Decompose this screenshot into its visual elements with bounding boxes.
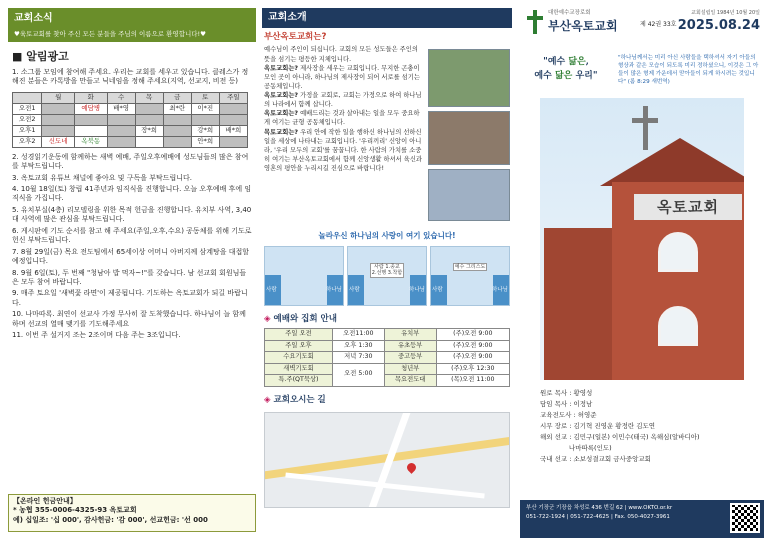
congregation-photo [428, 49, 510, 107]
service-name: 주일 오전 [265, 329, 333, 341]
staff-line: 나마따록(인도) [540, 444, 612, 453]
duty-cell [75, 125, 108, 136]
cover-column [520, 8, 764, 538]
service-name: 청년부 [384, 363, 436, 375]
bridge-illustration-title: 놀라우신 하나님의 사랑이 여기 있습니다! [318, 231, 456, 241]
duty-cell: 옥북동 [75, 136, 108, 147]
service-time: (주)오전 9:00 [436, 352, 509, 364]
issue-number: 제 42권 33호 [640, 21, 677, 28]
service-name: 특.주(QT묵상) [265, 375, 333, 387]
duty-cell [219, 103, 247, 114]
duty-header-cell: 수 [107, 92, 135, 103]
notice-item: 7. 8월 29일(금) 목요 전도팀에서 65세이상 어머니 아버지께 삼계탕을 대접할 예정입니다. [12, 247, 250, 266]
bridge-left-label: 사람 [266, 287, 277, 294]
church-sign: 옥토교회 [634, 194, 742, 220]
staff-line: 시무 장로 : 김기혁 진영운 황정란 김도연 [540, 422, 656, 431]
church-intro-header: 교회소개 [262, 8, 512, 28]
table-row [13, 125, 248, 136]
table-row [265, 375, 510, 387]
table-row [265, 363, 510, 375]
worship-schedule-table [264, 328, 510, 387]
duty-cell: 강*희 [191, 125, 219, 136]
bridge-panel [430, 246, 510, 306]
service-name: 유초등부 [384, 340, 436, 352]
table-row [13, 136, 248, 147]
duty-cell [42, 114, 75, 125]
denomination-label: 대한예수교장로회 [548, 10, 591, 16]
duty-header-cell: 화 [75, 92, 108, 103]
fellowship-photo [428, 111, 510, 165]
duty-cell [107, 114, 135, 125]
staff-line: 해외 선교 : 김민구(일본) 이민수(태국) 옥해심(알바디아) [540, 433, 700, 442]
church-motto: "예수 닮은, 예수 닮은 우리" [534, 57, 598, 82]
notice-item: 8. 9월 6일(토), 두 번째 "청남아 밥 먹자~!"를 갖습니다. 남 선교회 회원님들은 모두 참여 바랍니다. [12, 268, 247, 286]
intro-block [262, 45, 512, 225]
duty-header-cell [13, 92, 42, 103]
bridge-middle-label: 예수 그리스도 [454, 263, 486, 270]
qr-code-icon[interactable] [730, 503, 760, 533]
intro-paragraph: 예수님이 주인이 되십니다. 교회의 모든 성도들은 주인의 뜻을 섬기는 평등한 지체입니다. [264, 46, 418, 63]
bridge-right-label: 하나님 [409, 287, 425, 294]
table-row [265, 340, 510, 352]
founding-date: 교회설립일 1984년 10월 20일 [691, 10, 760, 16]
service-name: 주일 오후 [265, 340, 333, 352]
contact-footer [520, 500, 764, 538]
notice-item: 1. 소그룹 모임에 참여해 주세요. 우리는 교회를 세우고 있습니다. 클레스가 정해진 분들은 카톡방을 만들고 닉네임을 정해 주세요(지역, 선교지, 비전 등) [12, 67, 249, 86]
service-name: 수요기도회 [265, 352, 333, 364]
notice-item: 2. 성경읽기운동에 함께하는 새벽 예배, 주일오후예배에 성도님들의 많은 참여를 부탁드립니다. [12, 152, 249, 171]
bridge-illustration [264, 246, 510, 306]
duty-cell: 신도네 [42, 136, 75, 147]
offering-account: * 농협 355-0006-4325-93 옥토교회 [13, 506, 137, 515]
duty-cell: 안*희 [191, 136, 219, 147]
table-row [265, 329, 510, 341]
duty-header-cell: 월 [42, 92, 75, 103]
online-offering-box [8, 494, 256, 532]
notice-item: 5. 유치부실(4층) 리모델링을 위한 목적 헌금을 진행합니다. 유치부 사역, 3,40대 사역에 많은 관심을 부탁드립니다. [12, 205, 252, 224]
table-row [13, 103, 248, 114]
service-name: 목요전도대 [384, 375, 436, 387]
bridge-left-label: 사람 [432, 287, 443, 294]
intro-question: 부산옥토교회는? [264, 32, 327, 42]
worship-photo [428, 169, 510, 221]
church-address: 부산 기장군 기장읍 차성로 436 번길 62 | www.OKTO.or.kr [526, 505, 673, 511]
duty-cell: 장*희 [135, 125, 163, 136]
worship-schedule-heading [264, 314, 510, 325]
staff-line: 담임 목사 : 이정남 [540, 400, 593, 409]
staff-line: 원로 목사 : 황영성 [540, 389, 593, 397]
bridge-right-label: 하나님 [492, 287, 508, 294]
duty-cell [107, 136, 135, 147]
duty-header-cell: 주일 [219, 92, 247, 103]
notice-item: 10. 나마따록. 최연이 선교사 가정 무사히 잘 도착했습니다. 하나님이 늘 함께하며 선교의 열매 맺기를 기도해주세요 [12, 310, 246, 328]
service-time: 오전11:00 [332, 329, 384, 341]
duty-cell: 오전2 [13, 114, 42, 125]
map-pin-icon [405, 461, 418, 474]
directions-title: 교회오시는 길 [273, 394, 326, 405]
service-name: 새벽기도회 [265, 363, 333, 375]
duty-cell [42, 103, 75, 114]
duty-cell: 최*란 [163, 103, 191, 114]
duty-header-cell: 목 [135, 92, 163, 103]
announcements-title: ■ 알림광고 [12, 50, 69, 63]
duty-table [12, 92, 248, 148]
duty-cell [163, 136, 191, 147]
notice-item: 11. 이번 주 설거지 조는 2조이며 다음 주는 3조입니다. [12, 331, 181, 340]
offering-example: 예) 십일조: '십 000', 감사헌금: '감 000', 선교헌금: '선 000 [13, 515, 208, 524]
duty-cell [163, 114, 191, 125]
intro-text [262, 45, 424, 173]
notice-item: 3. 옥토교회 유튜브 채널에 좋아요 및 구독을 부탁드립니다. [12, 173, 193, 182]
service-time: (주)오전 9:00 [436, 340, 509, 352]
duty-cell [42, 125, 75, 136]
duty-cell: 이*진 [191, 103, 219, 114]
church-news-title: 교회소식 [14, 13, 53, 24]
staff-list [540, 388, 764, 465]
bridge-panel [264, 246, 344, 306]
service-name: 중고등부 [384, 352, 436, 364]
duty-cell [135, 103, 163, 114]
church-building-photo [540, 98, 744, 380]
welcome-line: ♥육토교회를 찾아 주신 모든 분들을 주님의 이름으로 환영합니다!♥ [14, 29, 206, 38]
duty-table-header [13, 92, 248, 103]
service-time: 저녁 7:30 [332, 352, 384, 364]
staff-line: 교육전도사 : 허영준 [540, 411, 597, 420]
duty-cell: 배*희 [219, 125, 247, 136]
service-name: 유치부 [384, 329, 436, 341]
notice-item: 6. 게시판에 기도 순서를 참고 해 주세요(주일,오후,수요) 공동체를 위해 기도로 헌신 부탁드립니다. [12, 226, 252, 245]
diamond-icon: ◈ [264, 394, 271, 405]
duty-cell: 예담병 [75, 103, 108, 114]
staff-line: 국내 선교 : 소보성결교회 금사중앙교회 [540, 455, 651, 464]
bridge-panel [347, 246, 427, 306]
service-time: (목)오전 11:00 [436, 375, 509, 387]
duty-cell [75, 114, 108, 125]
intro-paragraph: 목토교회는? 우리 안에 작한 일을 행하신 하나님의 선하신 일을 세상에 나타내는 교회입니다. '우리끼리' 신앙이 아니라, '우리 모두의 교회'를 꿈꿉니다. 한 사람의 가치를 소중히 여기는 부산옥토교회에서 함께 신앙생활 하셔서 육신과 영혼의 평안을 누리시길 진심으로 바랍니다! [264, 128, 422, 173]
bible-verse: "하나님께서는 미리 아신 사람들을 택하셔서 자기 아들의 형상과 같은 모습이 되도록 미리 정하셨으니, 이것은 그 아들이 많은 형제 가운데서 맏아들이 되게 하시려는 것입니다" (롬 8:29 새번역) [618, 55, 759, 86]
bridge-right-label: 하나님 [326, 287, 342, 294]
church-news-column [8, 8, 256, 538]
table-row [13, 114, 248, 125]
duty-cell: 배*영 [107, 103, 135, 114]
bridge-left-label: 사람 [349, 287, 360, 294]
duty-header-cell: 토 [191, 92, 219, 103]
cross-logo-icon [526, 10, 544, 34]
masthead [520, 8, 764, 38]
duty-cell: 오후2 [13, 136, 42, 147]
duty-cell [135, 136, 163, 147]
arched-window [658, 232, 698, 272]
intro-paragraph: 옥토교회는? 예배드리는 것과 살아내는 일을 모두 중요하게 여기는 균형 공동체입니다. [264, 110, 420, 127]
church-intro-column [262, 8, 512, 538]
offering-title: 【온라인 헌금안내】 [13, 497, 77, 505]
duty-cell [107, 125, 135, 136]
diamond-icon: ◈ [264, 313, 271, 324]
directions-heading [264, 395, 510, 406]
duty-cell [219, 136, 247, 147]
duty-cell [219, 114, 247, 125]
duty-cell: 오전1 [13, 103, 42, 114]
church-name: 부산옥토교회 [548, 19, 618, 33]
notice-item: 4. 10월 18일(토) 창립 41주년과 임직식을 진행합니다. 오늘 오후예배 후에 임직식을 가집니다. [12, 185, 252, 203]
duty-cell: 오후1 [13, 125, 42, 136]
intro-paragraph: 옥토교회는? 제사장을 세우는 교회입니다. 무지한 곤충이 모인 곳이 아니라, 하나님의 제사장이 되어 서로를 섬기는 공동체입니다. [264, 64, 420, 90]
duty-cell [135, 114, 163, 125]
bridge-middle-label: 사람 1.종교 2.선행 3.착함 [371, 263, 403, 277]
issue-date: 2025.08.24 [677, 18, 760, 33]
service-time: (주)오후 12:30 [436, 363, 509, 375]
location-map [264, 412, 510, 508]
church-news-header [8, 8, 256, 42]
church-phone: 051-722-1924 | 051-722-4625 | Fax. 050-4027-3961 [526, 514, 670, 521]
service-time: (주)오전 9:00 [436, 329, 509, 341]
service-time: 오후 1:30 [332, 340, 384, 352]
motto-row [520, 52, 764, 92]
table-row [265, 352, 510, 364]
worship-schedule-title: 예배와 집회 안내 [273, 313, 337, 324]
intro-paragraph: 옥토교회는? 가정을 교회로, 교회는 가정으로 하여 하나님의 나라에서 함께 삽니다. [264, 92, 422, 109]
notice-item: 9. 매주 토요일 '새벽꽃 라면'이 제공됩니다. 기도하는 옥토교회가 되길 바랍니다. [12, 289, 248, 307]
service-time: 오전 5:00 [332, 363, 384, 386]
duty-cell [163, 125, 191, 136]
duty-header-cell: 금 [163, 92, 191, 103]
duty-cell [191, 114, 219, 125]
arched-window [658, 306, 698, 346]
